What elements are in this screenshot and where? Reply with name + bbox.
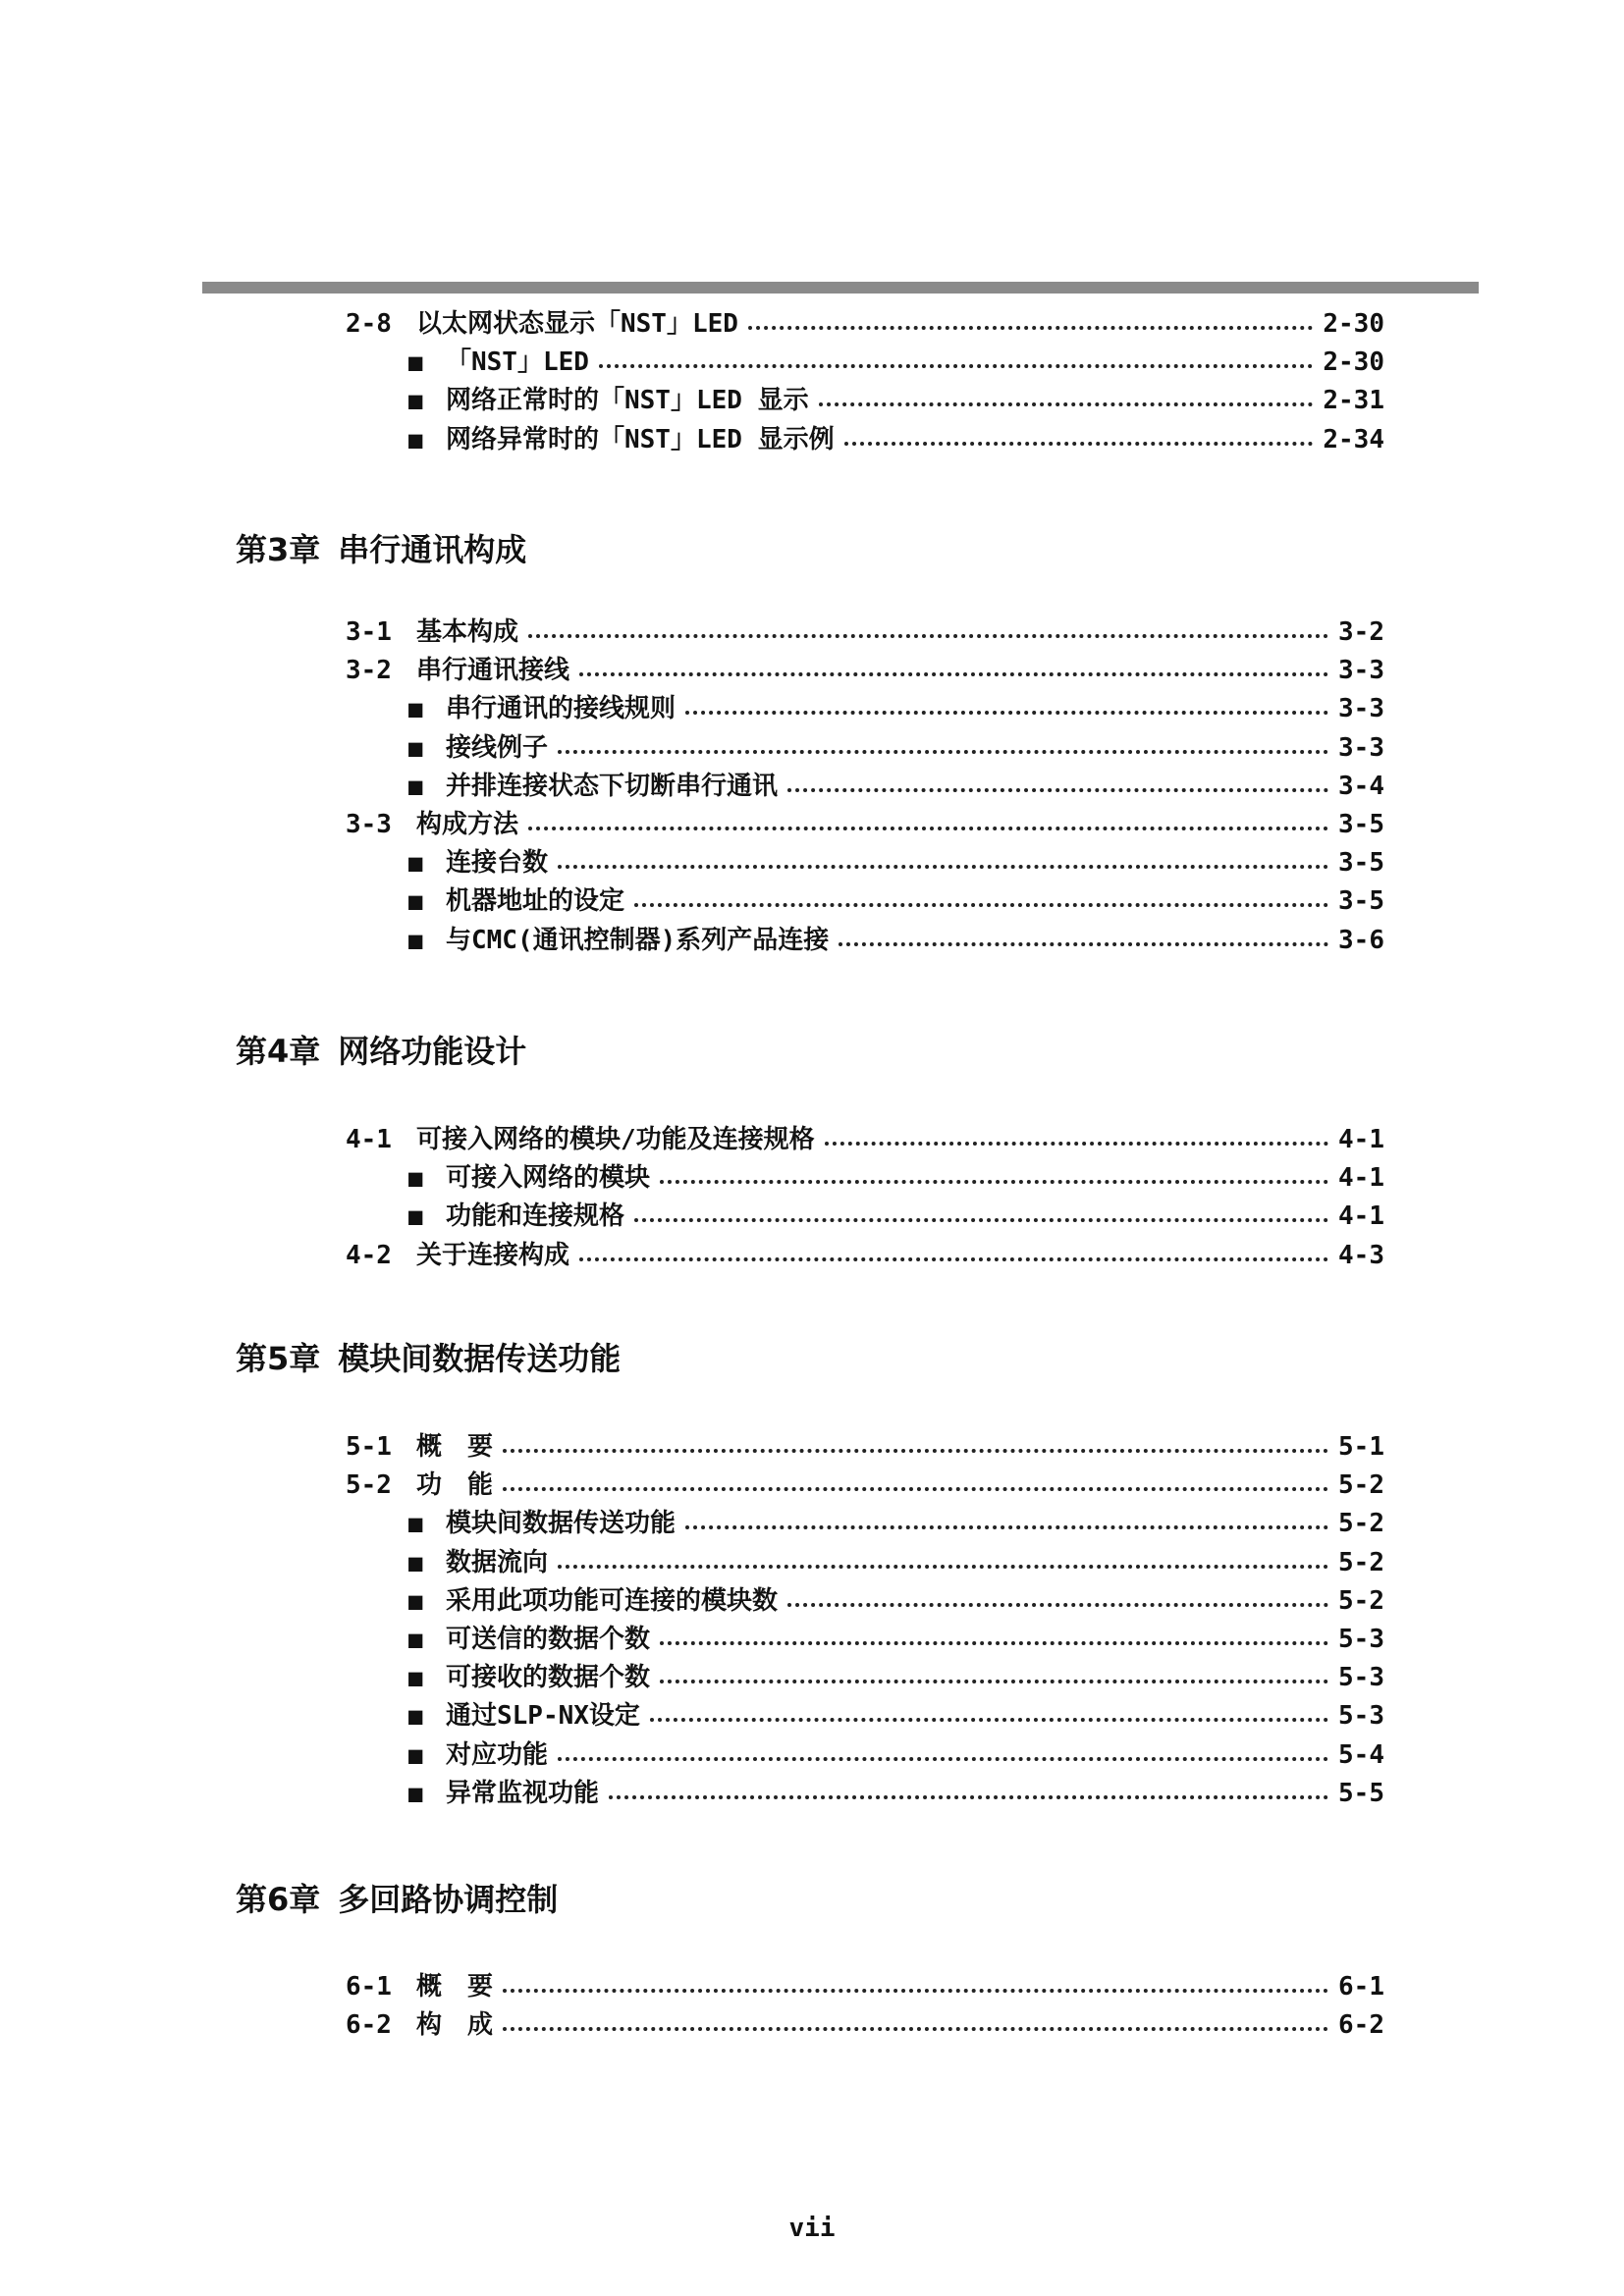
chapter-heading [236,528,526,571]
dot-leader [528,634,1328,638]
section-number: 3-2 [346,656,392,685]
dot-leader [844,442,1314,446]
dot-leader [787,1603,1328,1607]
square-bullet-icon: ■ [408,1626,423,1653]
toc-subsection-entry[interactable] [408,884,1384,918]
chapter-label: 第4章 [236,1033,321,1070]
chapter-title: 网络功能设计 [338,1033,527,1070]
page-reference: 6-1 [1338,1972,1384,2002]
entry-title: 概 要 [416,1432,494,1462]
toc-subsection-entry[interactable] [408,692,1384,725]
square-bullet-icon: ■ [408,426,423,454]
entry-title: 构成方法 [416,810,519,839]
chapter-label: 第5章 [236,1340,321,1377]
chapter-title: 模块间数据传送功能 [338,1340,622,1377]
entry-title: 网络正常时的「NST」LED 显示 [446,386,809,415]
dot-leader [748,326,1313,330]
page-number: vii [788,2214,836,2243]
toc-subsection-entry[interactable] [408,346,1384,379]
chapter-heading [236,1337,621,1380]
square-bullet-icon: ■ [408,887,423,915]
dot-leader [609,1795,1328,1799]
section-number: 2-8 [346,309,392,339]
square-bullet-icon: ■ [408,1164,423,1192]
top-rule [202,282,1479,294]
section-number: 4-2 [346,1241,392,1270]
square-bullet-icon: ■ [408,695,423,722]
toc-subsection-entry[interactable] [408,924,1384,957]
toc-section-entry[interactable] [346,1430,1384,1464]
page-reference: 3-3 [1338,694,1384,723]
entry-title: 基本构成 [416,617,519,647]
entry-title: 可送信的数据个数 [446,1625,651,1654]
section-number: 3-3 [346,810,392,839]
section-number: 6-1 [346,1972,392,2002]
chapter-label: 第6章 [236,1881,321,1918]
entry-title: 以太网状态显示「NST」LED [416,309,738,339]
entry-title: 构 成 [416,2010,494,2040]
page-reference: 3-5 [1338,848,1384,878]
page-reference: 5-4 [1338,1740,1384,1770]
square-bullet-icon: ■ [408,1510,423,1537]
entry-title: 接线例子 [446,733,549,763]
square-bullet-icon: ■ [408,773,423,800]
page-reference: 2-30 [1323,347,1384,377]
square-bullet-icon: ■ [408,1587,423,1615]
entry-title: 模块间数据传送功能 [446,1509,677,1538]
square-bullet-icon: ■ [408,348,423,376]
toc-section-entry[interactable] [346,615,1384,649]
toc-section-entry[interactable] [346,808,1384,841]
toc-section-entry[interactable] [346,1468,1384,1502]
toc-subsection-entry[interactable] [408,1661,1384,1694]
dot-leader [558,1757,1328,1761]
page-reference: 5-2 [1338,1586,1384,1616]
page-reference: 5-2 [1338,1509,1384,1538]
dot-leader [685,711,1328,715]
dot-leader [634,1218,1328,1222]
page-reference: 4-1 [1338,1163,1384,1193]
entry-title: 对应功能 [446,1740,549,1770]
page-reference: 4-1 [1338,1201,1384,1231]
page-reference: 3-4 [1338,772,1384,801]
toc-section-entry[interactable] [346,1123,1384,1156]
page-reference: 5-5 [1338,1779,1384,1808]
page-reference: 6-2 [1338,2010,1384,2040]
square-bullet-icon: ■ [408,1202,423,1230]
page-reference: 5-3 [1338,1625,1384,1654]
chapter-heading [236,1878,558,1921]
page-reference: 3-5 [1338,886,1384,916]
entry-title: 功 能 [416,1470,494,1500]
square-bullet-icon: ■ [408,849,423,877]
dot-leader [839,942,1328,946]
dot-leader [787,788,1328,792]
page-reference: 2-34 [1323,425,1384,454]
toc-subsection-entry[interactable] [408,423,1384,456]
dot-leader [660,1641,1328,1645]
square-bullet-icon: ■ [408,387,423,414]
entry-title: 并排连接状态下切断串行通讯 [446,772,779,801]
page-reference: 5-3 [1338,1663,1384,1692]
entry-title: 可接入网络的模块 [446,1163,651,1193]
toc-subsection-entry[interactable] [408,1584,1384,1618]
page-reference: 3-5 [1338,810,1384,839]
entry-title: 功能和连接规格 [446,1201,625,1231]
toc-subsection-entry[interactable] [408,1738,1384,1772]
square-bullet-icon: ■ [408,927,423,954]
section-number: 5-1 [346,1432,392,1462]
toc-subsection-entry[interactable] [408,384,1384,417]
dot-leader [599,364,1313,368]
dot-leader [660,1180,1328,1184]
dot-leader [685,1525,1328,1529]
dot-leader [825,1142,1328,1146]
dot-leader [579,1257,1328,1261]
toc-section-entry[interactable] [346,307,1384,341]
entry-title: 串行通讯接线 [416,656,570,685]
page-reference: 4-3 [1338,1241,1384,1270]
square-bullet-icon: ■ [408,1780,423,1807]
page-reference: 3-2 [1338,617,1384,647]
dot-leader [660,1680,1328,1683]
square-bullet-icon: ■ [408,1741,423,1769]
toc-subsection-entry[interactable] [408,1507,1384,1540]
entry-title: 网络异常时的「NST」LED 显示例 [446,425,835,454]
toc-subsection-entry[interactable] [408,731,1384,765]
dot-leader [503,1449,1328,1453]
dot-leader [558,865,1328,869]
dot-leader [579,672,1328,676]
page-reference: 2-30 [1323,309,1384,339]
entry-title: 通过SLP-NX设定 [446,1701,640,1731]
entry-title: 连接台数 [446,848,549,878]
page-reference: 3-6 [1338,926,1384,955]
page-reference: 4-1 [1338,1125,1384,1154]
entry-title: 概 要 [416,1972,494,2002]
toc-section-entry[interactable] [346,654,1384,687]
toc-section-entry[interactable] [346,1970,1384,2003]
dot-leader [558,1565,1328,1569]
dot-leader [650,1718,1328,1722]
dot-leader [819,402,1314,406]
page-reference: 3-3 [1338,656,1384,685]
toc-subsection-entry[interactable] [408,1200,1384,1233]
entry-title: 串行通讯的接线规则 [446,694,677,723]
section-number: 3-1 [346,617,392,647]
square-bullet-icon: ■ [408,1702,423,1730]
entry-title: 可接收的数据个数 [446,1663,651,1692]
page-reference: 5-3 [1338,1701,1384,1731]
toc-subsection-entry[interactable] [408,770,1384,803]
toc-section-entry[interactable] [346,2008,1384,2042]
entry-title: 异常监视功能 [446,1779,600,1808]
page-reference: 5-2 [1338,1548,1384,1577]
page-reference: 2-31 [1323,386,1384,415]
dot-leader [503,1989,1328,1993]
entry-title: 关于连接构成 [416,1241,570,1270]
toc-subsection-entry[interactable] [408,846,1384,880]
square-bullet-icon: ■ [408,1664,423,1691]
toc-subsection-entry[interactable] [408,1777,1384,1810]
dot-leader [503,2027,1328,2031]
page-reference: 5-1 [1338,1432,1384,1462]
section-number: 5-2 [346,1470,392,1500]
chapter-heading [236,1030,526,1073]
dot-leader [634,903,1328,907]
square-bullet-icon: ■ [408,1549,423,1576]
dot-leader [503,1487,1328,1491]
square-bullet-icon: ■ [408,734,423,762]
section-number: 6-2 [346,2010,392,2040]
toc-subsection-entry[interactable] [408,1161,1384,1195]
entry-title: 可接入网络的模块/功能及连接规格 [416,1125,815,1154]
chapter-title: 多回路协调控制 [338,1881,559,1918]
toc-subsection-entry[interactable] [408,1546,1384,1579]
toc-subsection-entry[interactable] [408,1623,1384,1656]
toc-section-entry[interactable] [346,1239,1384,1272]
section-number: 4-1 [346,1125,392,1154]
page-reference: 3-3 [1338,733,1384,763]
toc-subsection-entry[interactable] [408,1699,1384,1733]
entry-title: 机器地址的设定 [446,886,625,916]
dot-leader [528,827,1328,830]
chapter-label: 第3章 [236,531,321,568]
entry-title: 「NST」LED [446,347,589,377]
entry-title: 数据流向 [446,1548,549,1577]
entry-title: 采用此项功能可连接的模块数 [446,1586,779,1616]
dot-leader [558,750,1328,754]
entry-title: 与CMC(通讯控制器)系列产品连接 [446,926,830,955]
page-reference: 5-2 [1338,1470,1384,1500]
chapter-title: 串行通讯构成 [338,531,527,568]
